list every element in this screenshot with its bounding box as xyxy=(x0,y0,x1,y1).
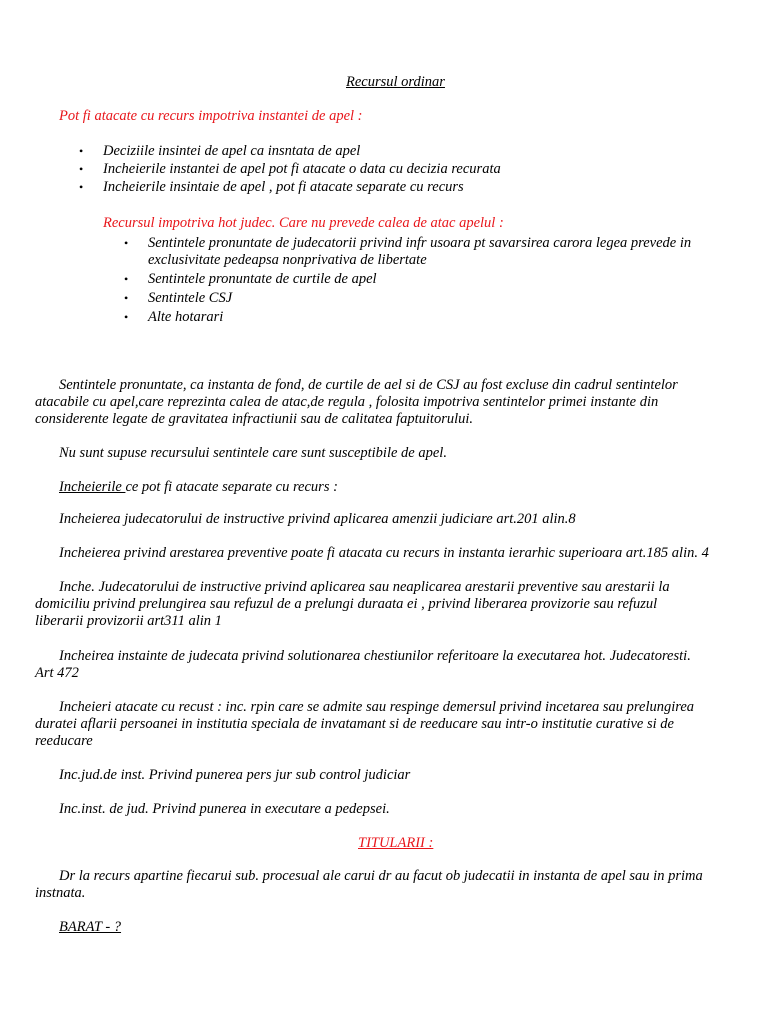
paragraph-line: Inche. Judecatorului de instructive privind aplicarea sau neaplicarea arestarii preventive sau arestarii la xyxy=(59,579,670,595)
paragraph-line: Incheirea instainte de judecata privind solutionarea chestiunilor referitoare la executarea hot. Judecatoresti. xyxy=(59,648,691,664)
paragraph-text: ce pot fi atacate separate cu recurs : xyxy=(125,479,338,495)
list-item: Incheierile insintaie de apel , pot fi atacate separate cu recurs xyxy=(103,179,464,195)
paragraph-line: Incheierea judecatorului de instructive privind aplicarea amenzii judiciare art.201 alin.8 xyxy=(59,511,576,527)
paragraph-line: Art 472 xyxy=(35,665,79,681)
bullet-icon: • xyxy=(124,272,129,286)
bullet-icon: • xyxy=(124,236,129,250)
paragraph-line: Dr la recurs apartine fiecarui sub. procesual ale carui dr au facut ob judecatii in instanta de apel sau in prima xyxy=(59,868,703,884)
list-item: Sentintele pronuntate de curtile de apel xyxy=(148,271,377,287)
paragraph-line: Sentintele pronuntate, ca instanta de fond, de curtile de ael si de CSJ au fost excluse din cadrul sentintelor xyxy=(59,377,678,393)
paragraph-line: Incheieri atacate cu recust : inc. rpin care se admite sau respinge demersul privind incetarea sau prelungirea xyxy=(59,699,695,715)
list-item-continuation: exclusivitate pedeapsa nonprivativa de libertate xyxy=(148,252,427,268)
paragraph-line: instnata. xyxy=(35,885,86,901)
paragraph-line: duratei aflarii persoanei in institutia speciala de invatamant si de reeducare sau intr-o institutie curative si de xyxy=(35,716,674,732)
paragraph-line: Incheierea privind arestarea preventive poate fi atacata cu recurs in instanta ierarhic superioara art.185 alin. 4 xyxy=(59,545,709,561)
paragraph-line: domiciliu privind prelungirea sau refuzul de a prelungi duraata ei , privind liberarea provizorie sau refuzul xyxy=(35,596,658,612)
underlined-term: Incheierile xyxy=(59,479,126,495)
bullet-icon: • xyxy=(79,180,84,194)
paragraph-line xyxy=(59,478,338,496)
paragraph-line: liberarii provizorii art311 alin 1 xyxy=(35,613,222,629)
bullet-icon: • xyxy=(79,162,84,176)
list-item: Sentintele CSJ xyxy=(148,290,233,306)
paragraph-line: considerente legate de gravitatea infractiunii sau de calitatea faptuitorului. xyxy=(35,411,474,427)
barat-heading: BARAT - ? xyxy=(59,919,122,935)
document-title: Recursul ordinar xyxy=(346,74,445,90)
list-item: Incheierile instantei de apel pot fi atacate o data cu decizia recurata xyxy=(103,161,501,177)
list-item: Deciziile insintei de apel ca insntata de apel xyxy=(103,143,361,159)
section2-heading: Recursul impotriva hot judec. Care nu prevede calea de atac apelul : xyxy=(103,215,504,231)
bullet-icon: • xyxy=(79,144,84,158)
list-item: Sentintele pronuntate de judecatorii privind infr usoara pt savarsirea carora legea prevede in xyxy=(148,235,692,251)
paragraph-line: Inc.jud.de inst. Privind punerea pers jur sub control judiciar xyxy=(59,767,411,783)
titulari-heading: TITULARII : xyxy=(358,835,434,851)
paragraph-line: atacabile cu apel,care reprezinta calea de atac,de regula , folosita impotriva sentintelor primei instante din xyxy=(35,394,659,410)
bullet-icon: • xyxy=(124,291,129,305)
list-item: Alte hotarari xyxy=(148,309,224,325)
paragraph-line: reeducare xyxy=(35,733,93,749)
paragraph-line: Nu sunt supuse recursului sentintele care sunt susceptibile de apel. xyxy=(59,445,447,461)
section1-heading: Pot fi atacate cu recurs impotriva instantei de apel : xyxy=(59,108,363,124)
bullet-icon: • xyxy=(124,310,129,324)
paragraph-line: Inc.inst. de jud. Privind punerea in executare a pedepsei. xyxy=(59,801,390,817)
